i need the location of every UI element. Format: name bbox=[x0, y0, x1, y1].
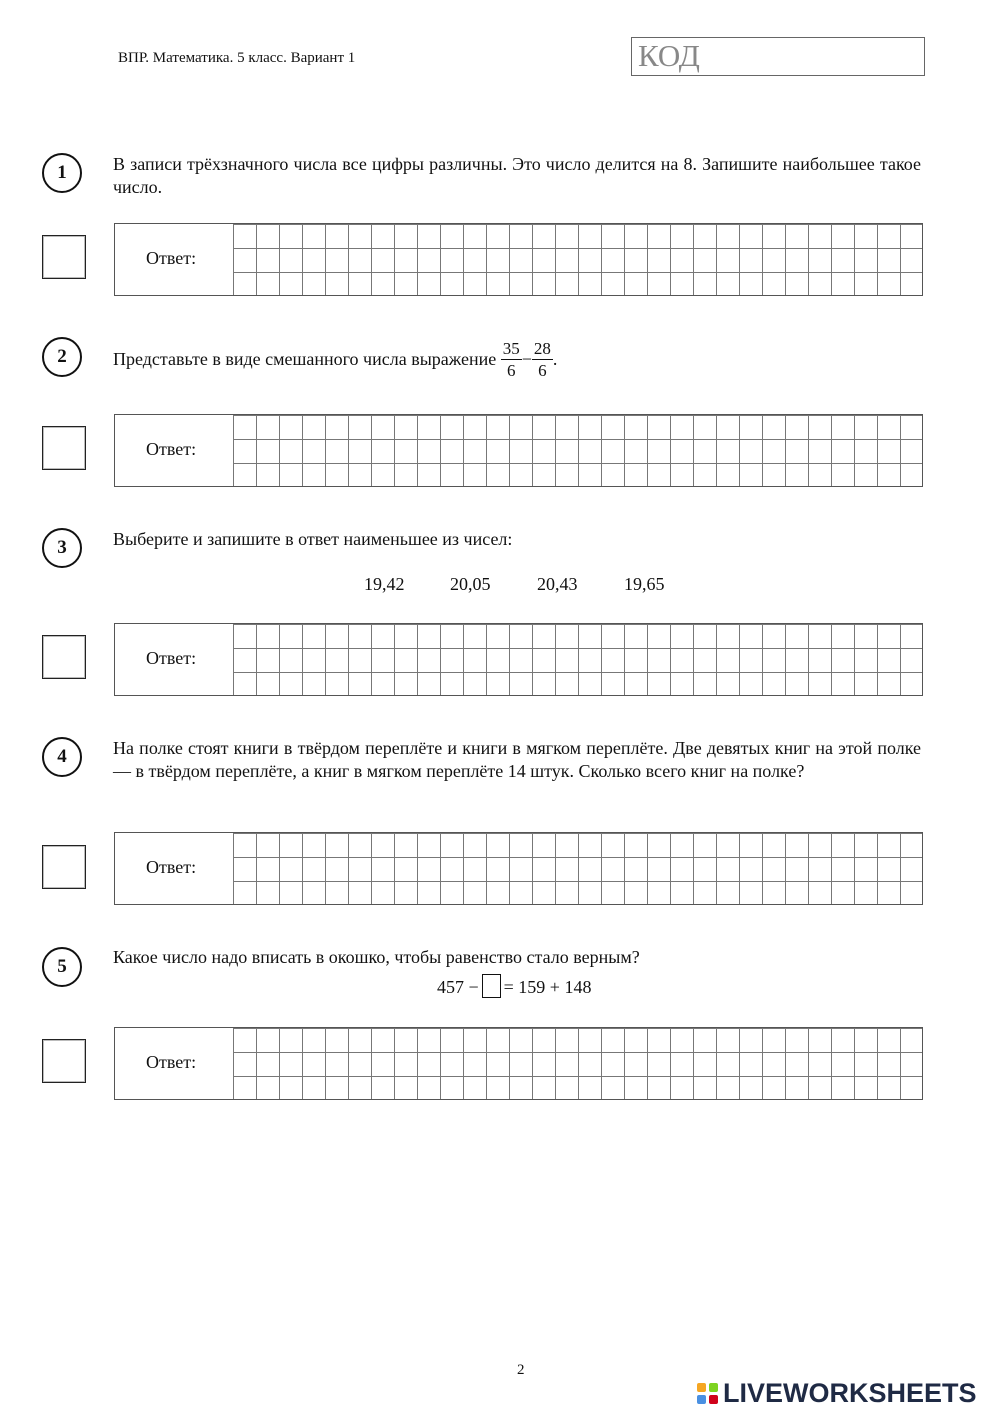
liveworksheets-icon bbox=[697, 1383, 719, 1405]
task-number-4: 4 bbox=[42, 737, 82, 777]
answer-box-1 bbox=[114, 223, 923, 296]
answer-label: Ответ: bbox=[146, 648, 197, 668]
equation-blank-box bbox=[482, 974, 501, 998]
fraction-1 bbox=[501, 338, 522, 381]
answer-grid-3[interactable] bbox=[233, 624, 922, 695]
answer-box-3 bbox=[114, 623, 923, 696]
fraction-1-numerator: 35 bbox=[502, 339, 520, 358]
score-box-5 bbox=[42, 1039, 86, 1083]
answer-grid-1[interactable] bbox=[233, 224, 922, 295]
answer-grid-2[interactable] bbox=[233, 415, 922, 486]
task-number-3: 3 bbox=[42, 528, 82, 568]
period: . bbox=[552, 349, 558, 369]
answer-label: Ответ: bbox=[146, 1052, 197, 1072]
answer-label: Ответ: bbox=[146, 248, 197, 268]
score-box-3 bbox=[42, 635, 86, 679]
task-text-4: На полке стоят книги в твёрдом переплёте и книги в мягком переплёте. Две девятых книг на этой полке — в твёрдом переплёте, а книг в мягком переплёте 14 штук. Сколько всего книг на полке? bbox=[113, 738, 921, 781]
answer-label: Ответ: bbox=[146, 857, 197, 877]
task-text-1: В записи трёхзначного числа все цифры различны. Это число делится на 8. Запишите наибольшее такое число. bbox=[113, 154, 921, 197]
minus-sign: − bbox=[521, 349, 532, 369]
score-box-2 bbox=[42, 426, 86, 470]
fraction-2-denominator: 6 bbox=[538, 361, 547, 380]
task-text-5: Какое число надо вписать в окошко, чтобы равенство стало верным? bbox=[113, 947, 640, 967]
number-option-2: 20,05 bbox=[450, 574, 491, 594]
fraction-2 bbox=[532, 338, 553, 381]
answer-box-5 bbox=[114, 1027, 923, 1100]
task-text-2: Представьте в виде смешанного числа выражение bbox=[113, 349, 497, 369]
task-number-1: 1 bbox=[42, 153, 82, 193]
watermark-logo bbox=[697, 1378, 977, 1409]
score-box-1 bbox=[42, 235, 86, 279]
fraction-2-numerator: 28 bbox=[533, 339, 551, 358]
fraction-1-denominator: 6 bbox=[506, 361, 516, 380]
watermark-text: LIVEWORKSHEETS bbox=[723, 1378, 977, 1408]
page-number: 2 bbox=[517, 1362, 525, 1378]
number-option-3: 20,43 bbox=[537, 574, 578, 594]
number-option-4: 19,65 bbox=[624, 574, 665, 594]
task-text-2-line bbox=[113, 338, 921, 381]
equation bbox=[437, 974, 591, 998]
code-label: КОД bbox=[638, 38, 700, 73]
answer-box-4 bbox=[114, 832, 923, 905]
score-box-4 bbox=[42, 845, 86, 889]
answer-box-2 bbox=[114, 414, 923, 487]
answer-grid-4[interactable] bbox=[233, 833, 922, 904]
task-text-3: Выберите и запишите в ответ наименьшее из чисел: bbox=[113, 529, 513, 549]
header-title: ВПР. Математика. 5 класс. Вариант 1 bbox=[118, 50, 356, 66]
answer-grid-5[interactable] bbox=[233, 1028, 922, 1099]
task-number-5: 5 bbox=[42, 947, 82, 987]
number-option-1: 19,42 bbox=[364, 574, 405, 594]
equation-right: = 159 + 148 bbox=[503, 977, 592, 997]
task-number-2: 2 bbox=[42, 337, 82, 377]
equation-left: 457 − bbox=[437, 977, 479, 997]
code-field[interactable] bbox=[631, 37, 925, 76]
answer-label: Ответ: bbox=[146, 439, 197, 459]
